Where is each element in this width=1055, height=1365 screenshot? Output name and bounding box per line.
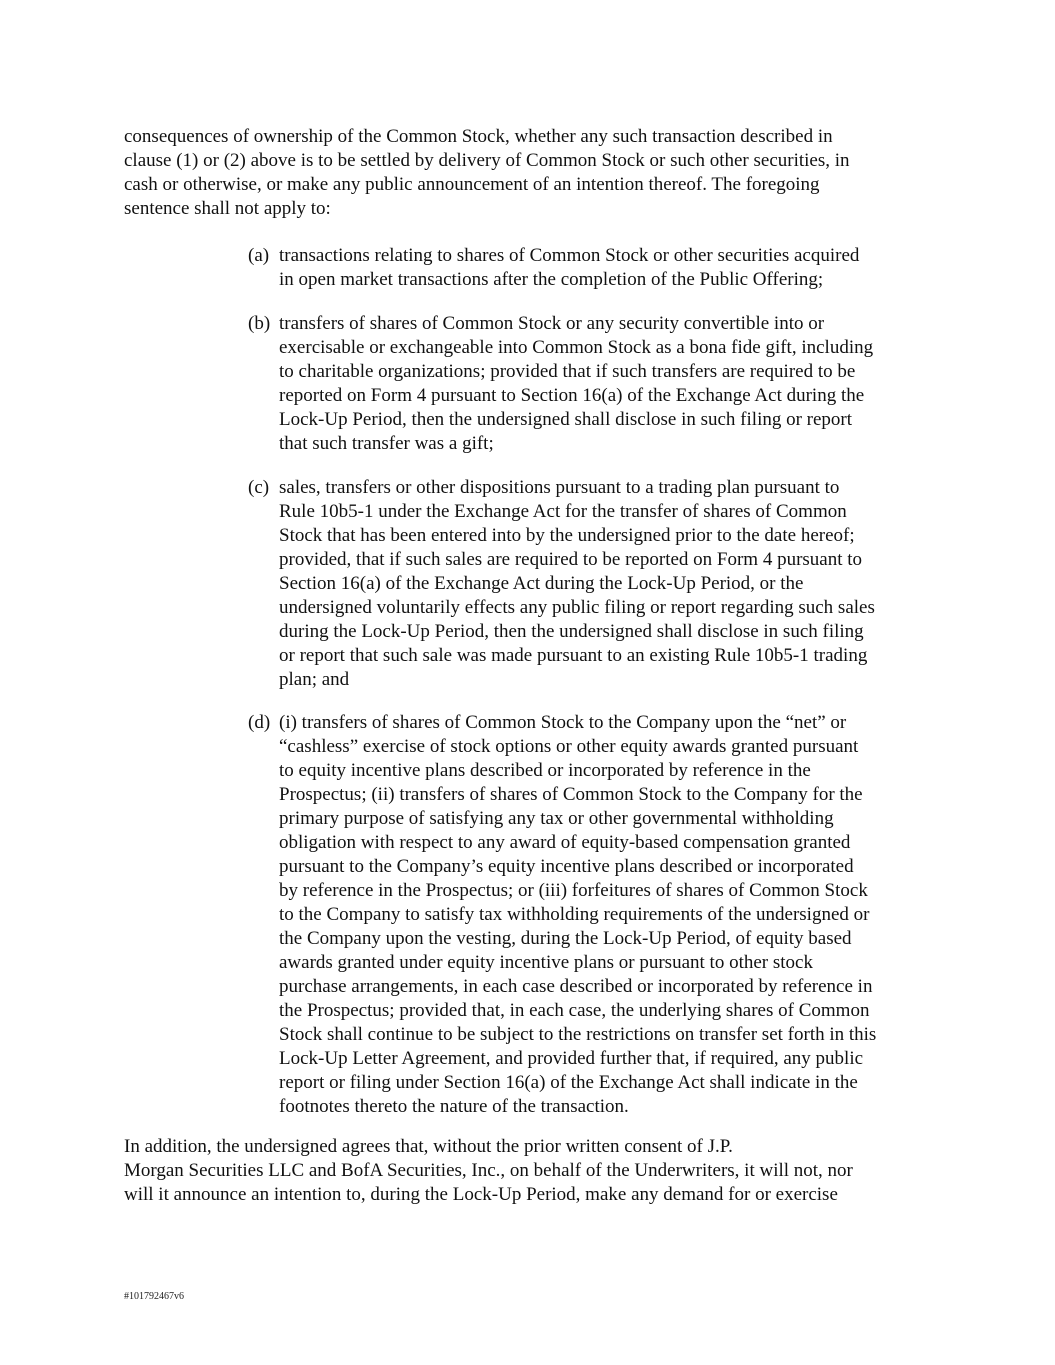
list-item-label: (b) bbox=[248, 313, 271, 334]
list-item-text: transactions relating to shares of Common Stock or other securities acquired in open market transactions after the completion of the Public Offering; bbox=[279, 245, 860, 290]
list-item-text: transfers of shares of Common Stock or any security convertible into or exercisable or exchangeable into Common Stock as a bona fide gift, including to charitable organizations; provided that if such transfers are required to be reported on Form 4 pursuant to Section 16(a) of the Exchange Act during the Lock-Up Period, then the undersigned shall disclose in such filing or report that such transfer was a gift; bbox=[279, 313, 874, 454]
closing-paragraph: In addition, the undersigned agrees that, without the prior written consent of J.P. Morgan Securities LLC and BofA Securities, Inc., on behalf of the Underwriters, it will not, nor will it announce an intention to, during the Lock-Up Period, make any demand for or exercise bbox=[124, 1136, 853, 1205]
list-item-label: (d) bbox=[248, 712, 271, 733]
list-item-label: (a) bbox=[248, 245, 270, 266]
list-item-text: (i) transfers of shares of Common Stock to the Company upon the “net” or “cashless” exercise of stock options or other equity awards granted pursuant to equity incentive plans described or incorporated by reference in the Prospectus; (ii) transfers of shares of Common Stock to the Company for the primary purpose of satisfying any tax or other governmental withholding obligation with respect to any award of equity-based compensation granted pursuant to the Company’s equity incentive plans described or incorporated by reference in the Prospectus; or (iii) forfeitures of shares of Common Stock to the Company to satisfy tax withholding requirements of the undersigned or the Company upon the vesting, during the Lock-Up Period, of equity based awards granted under equity incentive plans or pursuant to other stock purchase arrangements, in each case described or incorporated by reference in the Prospectus; provided that, in each case, the underlying shares of Common Stock shall continue to be subject to the restrictions on transfer set forth in this Lock-Up Letter Agreement, and provided further that, if required, any public report or filing under Section 16(a) of the Exchange Act shall indicate in the footnotes thereto the nature of the transaction. bbox=[279, 712, 877, 1117]
document-footer-id: #101792467v6 bbox=[124, 1291, 184, 1302]
list-item-text: sales, transfers or other dispositions pursuant to a trading plan pursuant to Rule 10b5-1 under the Exchange Act for the transfer of shares of Common Stock that has been entered into by the undersigned prior to the date hereof; provided, that if such sales are required to be reported on Form 4 pursuant to Section 16(a) of the Exchange Act during the Lock-Up Period, or the undersigned voluntarily effects any public filing or report regarding such sales during the Lock-Up Period, then the undersigned shall disclose in such filing or report that such sale was made pursuant to an existing Rule 10b5-1 trading plan; and bbox=[279, 477, 875, 690]
list-item-label: (c) bbox=[248, 477, 270, 498]
intro-paragraph: consequences of ownership of the Common Stock, whether any such transaction described in clause (1) or (2) above is to be settled by delivery of Common Stock or such other securities, in cash or otherwise, or make any public announcement of an intention thereof. The foregoing sentence shall not apply to: bbox=[124, 126, 850, 219]
